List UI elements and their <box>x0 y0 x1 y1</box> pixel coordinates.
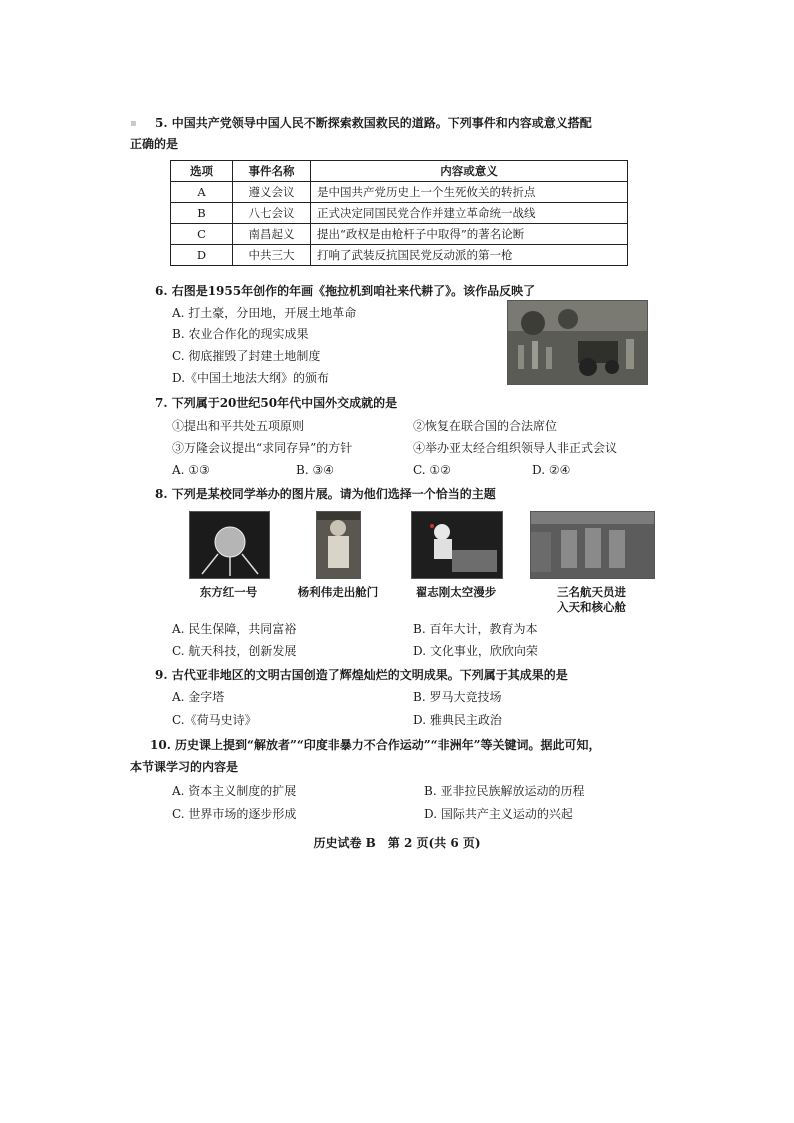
q9-option-c: C.《荷马史诗》 <box>172 713 257 727</box>
q6-option-a: A. 打土豪，分田地，开展土地革命 <box>172 306 357 320</box>
q5-row-option: D <box>171 245 233 266</box>
q9-option-a: A. 金字塔 <box>172 690 225 704</box>
q10-stem-line1: 10. 历史课上提到“解放者”“印度非暴力不合作运动”“非洲年”等关键词。据此可知， <box>150 738 601 752</box>
q5-row-event: 八七会议 <box>233 203 311 224</box>
bleed-through-mark: ▪ <box>130 118 137 129</box>
table-row <box>171 224 628 245</box>
q5-row-meaning: 提出“政权是由枪杆子中取得”的著名论断 <box>311 224 628 245</box>
q6-option-d: D.《中国土地法大纲》的颁布 <box>172 371 330 385</box>
q6-stem: 6. 右图是1955年创作的年画《拖拉机到咱社来代耕了》。该作品反映了 <box>155 284 536 298</box>
q5-row-meaning: 是中国共产党历史上一个生死攸关的转折点 <box>311 182 628 203</box>
q8-option-c: C. 航天科技，创新发展 <box>172 644 297 658</box>
q7-option-c: C. ①② <box>413 463 451 477</box>
q6-option-c: C. 彻底摧毁了封建土地制度 <box>172 349 321 363</box>
q8-caption-4-line1: 三名航天员进 <box>557 585 626 599</box>
q5-col-meaning: 内容或意义 <box>311 161 628 182</box>
q5-row-event: 南昌起义 <box>233 224 311 245</box>
q5-row-option: B <box>171 203 233 224</box>
q5-row-event: 中共三大 <box>233 245 311 266</box>
q8-option-a: A. 民生保障，共同富裕 <box>172 622 297 636</box>
q8-caption-1: 东方红一号 <box>199 585 258 599</box>
q7-stem: 7. 下列属于20世纪50年代中国外交成就的是 <box>155 396 398 410</box>
table-row <box>171 245 628 266</box>
q5-stem-line1: 5. 中国共产党领导中国人民不断探索救国救民的道路。下列事件和内容或意义搭配 <box>155 116 592 130</box>
q5-col-option: 选项 <box>171 161 233 182</box>
q10-stem-line2: 本节课学习的内容是 <box>130 760 239 774</box>
q5-row-meaning: 打响了武装反抗国民党反动派的第一枪 <box>311 245 628 266</box>
q8-option-b: B. 百年大计，教育为本 <box>413 622 538 636</box>
q5-table-header-row <box>171 161 628 182</box>
q9-option-d: D. 雅典民主政治 <box>413 713 502 727</box>
q8-caption-2: 杨利伟走出舱门 <box>297 585 379 599</box>
q8-caption-3: 翟志刚太空漫步 <box>415 585 497 599</box>
table-row <box>171 182 628 203</box>
q7-item-1: ①提出和平共处五项原则 <box>172 419 305 433</box>
q8-option-d: D. 文化事业，欣欣向荣 <box>413 644 538 658</box>
dongfanghong-satellite-image <box>189 511 270 579</box>
q7-item-4: ④举办亚太经合组织领导人非正式会议 <box>413 441 618 455</box>
q5-table <box>170 160 628 266</box>
q7-option-a: A. ①③ <box>172 463 210 477</box>
yang-liwei-image <box>316 511 361 579</box>
q7-option-b: B. ③④ <box>296 463 334 477</box>
q8-stem: 8. 下列是某校同学举办的图片展。请为他们选择一个恰当的主题 <box>155 487 496 501</box>
q8-caption-4-line2: 入天和核心舱 <box>557 600 626 614</box>
q10-option-c: C. 世界市场的逐步形成 <box>172 807 297 821</box>
table-row <box>171 203 628 224</box>
q5-row-option: C <box>171 224 233 245</box>
q5-row-meaning: 正式决定同国民党合作并建立革命统一战线 <box>311 203 628 224</box>
q9-option-b: B. 罗马大竞技场 <box>413 690 502 704</box>
q6-option-b: B. 农业合作化的现实成果 <box>172 327 309 341</box>
q5-stem-line2: 正确的是 <box>130 137 179 151</box>
q5-col-event: 事件名称 <box>233 161 311 182</box>
q10-option-d: D. 国际共产主义运动的兴起 <box>424 807 573 821</box>
q7-option-d: D. ②④ <box>532 463 571 477</box>
q10-option-b: B. 亚非拉民族解放运动的历程 <box>424 784 585 798</box>
tractor-poster-image <box>507 300 648 385</box>
page-footer: 历史试卷 B 第 2 页(共 6 页) <box>313 836 481 850</box>
zhai-zhigang-spacewalk-image <box>411 511 503 579</box>
q5-row-event: 遵义会议 <box>233 182 311 203</box>
tianhe-core-module-image <box>530 511 655 579</box>
q7-item-3: ③万隆会议提出“求同存异”的方针 <box>172 441 353 455</box>
q5-row-option: A <box>171 182 233 203</box>
q10-option-a: A. 资本主义制度的扩展 <box>172 784 297 798</box>
q9-stem: 9. 古代亚非地区的文明古国创造了辉煌灿烂的文明成果。下列属于其成果的是 <box>155 668 568 682</box>
q7-item-2: ②恢复在联合国的合法席位 <box>413 419 558 433</box>
